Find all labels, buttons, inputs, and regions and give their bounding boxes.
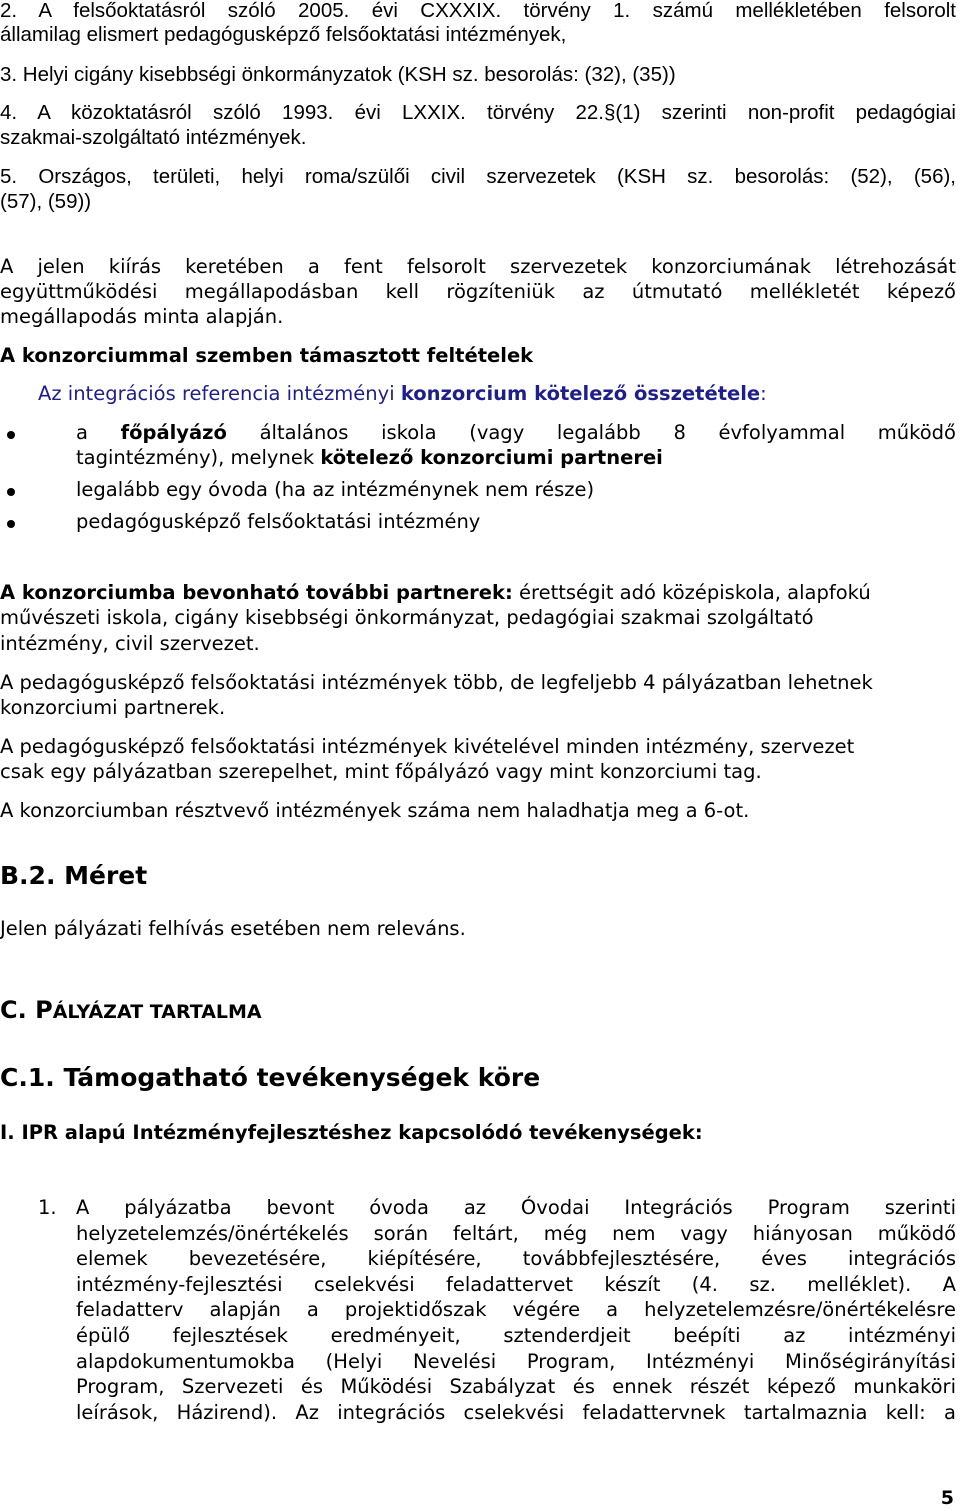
section-b2-heading: B.2. Méret — [0, 861, 148, 890]
bullet-1-line1 — [76, 420, 956, 446]
intro-line1: A jelen kiírás keretében a fent felsorolt szervezetek konzorciumának létrehozását — [0, 255, 956, 278]
partners-line1 — [0, 580, 956, 606]
bullet-1-bold: főpályázó — [120, 421, 227, 444]
list-item-2-line1: 2. A felsőoktatásról szóló 2005. évi CXXXIX. törvény 1. számú mellékletében felsorolt — [0, 0, 956, 22]
bullet-dot — [7, 488, 15, 496]
composition-line — [38, 381, 956, 407]
numbered-line-2: helyzetelemzés/önértékelés során feltárt, még nem vagy hiányosan működő — [76, 1221, 956, 1245]
partners-line3: intézmény, civil szervezet. — [0, 632, 260, 655]
numbered-line-5: feladatterv alapján a projektidőszak végére a helyzetelemzésre/önértékelésre — [76, 1298, 956, 1322]
count-line: A konzorciumban résztvevő intézmények száma nem haladhatja meg a 6-ot. — [0, 799, 750, 822]
bullet-item-2 — [0, 477, 956, 503]
page-number: 5 — [940, 1487, 954, 1509]
bullet-1-line2 — [76, 445, 956, 471]
bullet-1-prefix: a — [76, 421, 121, 444]
partners-rest: érettségit adó középiskola, alapfokú — [512, 581, 871, 604]
numbered-marker: 1. — [38, 1196, 57, 1219]
partners-bold: A konzorciumba bevonható további partnerek: — [0, 581, 513, 604]
section-c1-heading: C.1. Támogatható tevékenységek köre — [0, 1063, 541, 1092]
list-item-4-line2: szakmai-szolgáltató intézmények. — [0, 126, 307, 149]
partners-line2: művészeti iskola, cigány kisebbségi önkormányzat, pedagógiai szakmai szolgáltató — [0, 606, 814, 629]
list-item-4-line1 — [0, 100, 956, 126]
section-c-prefix: C. P — [0, 996, 53, 1024]
bullet-dot — [7, 520, 15, 528]
max-line2: konzorciumi partnerek. — [0, 696, 226, 719]
numbered-line-4: intézmény-fejlesztési cselekvési feladattervet készít (4. sz. melléklet). A — [76, 1272, 956, 1296]
bullet-item-1 — [0, 420, 956, 472]
list-item-5-line1: 5. Országos, területi, helyi roma/szülői civil szervezetek (KSH sz. besorolás: (52), (56), — [0, 165, 956, 188]
numbered-line-3: elemek bevezetésére, kiépítésére, továbbfejlesztésére, éves integrációs — [76, 1247, 956, 1271]
section-i-heading: I. IPR alapú Intézményfejlesztéshez kapcsolódó tevékenységek: — [0, 1121, 703, 1144]
max-line1: A pedagógusképző felsőoktatási intézmények több, de legfeljebb 4 pályázatban lehetnek — [0, 671, 873, 694]
list-item-4-text: 4. A közoktatásról szóló 1993. évi LXXIX. törvény 22. — [0, 101, 604, 124]
bullet-3-text: pedagógusképző felsőoktatási intézmény — [76, 510, 481, 533]
list-item-2-line2: államilag elismert pedagógusképző felsőoktatási intézmények, — [0, 23, 567, 46]
except-line1: A pedagógusképző felsőoktatási intézmények kivételével minden intézmény, szervezet — [0, 735, 855, 758]
except-line2: csak egy pályázatban szerepelhet, mint főpályázó vagy mint konzorciumi tag. — [0, 760, 762, 783]
list-item-4-paragraph: §(1) szerinti non-profit pedagógiai — [604, 101, 956, 124]
konzorcium-heading: A konzorciummal szemben támasztott feltételek — [0, 344, 534, 367]
composition-bold: konzorcium kötelező összetétele — [400, 382, 761, 405]
bullet-1-l2-bold: kötelező konzorciumi partnerei — [320, 446, 663, 469]
bullet-dot — [7, 431, 15, 439]
bullet-item-3 — [0, 509, 956, 535]
list-item-3: 3. Helyi cigány kisebbségi önkormányzatok (KSH sz. besorolás: (32), (35)) — [0, 63, 676, 86]
composition-colon: : — [760, 382, 767, 405]
bullet-1-l2-prefix: tagintézmény), melynek — [76, 446, 321, 469]
section-c-heading — [0, 995, 262, 1028]
composition-lead: Az integrációs referencia intézményi — [38, 382, 401, 405]
numbered-line-6: épülő fejlesztések eredményeit, sztenderdjeit beépíti az intézményi — [76, 1324, 956, 1347]
numbered-line-1: A pályázatba bevont óvoda az Óvodai Integrációs Program szerinti — [76, 1196, 956, 1219]
numbered-line-9: leírások, Házirend). Az integrációs cselekvési feladattervnek tartalmaznia kell: a — [76, 1400, 956, 1424]
bullet-2-text: legalább egy óvoda (ha az intézménynek nem része) — [76, 478, 595, 501]
section-c-rest: ÁLYÁZAT TARTALMA — [52, 1001, 262, 1023]
intro-line3: megállapodás minta alapján. — [0, 305, 284, 328]
numbered-line-7: alapdokumentumokba (Helyi Nevelési Program, Intézményi Minőségirányítási — [76, 1349, 956, 1373]
numbered-line-8: Program, Szervezeti és Működési Szabályzat és ennek részét képező munkaköri — [76, 1375, 956, 1399]
bullet-1-rest: általános iskola (vagy legalább 8 évfolyammal működő — [226, 421, 956, 444]
intro-line2: együttműködési megállapodásban kell rögzíteniük az útmutató mellékletét képező — [0, 280, 956, 303]
section-b2-text: Jelen pályázati felhívás esetében nem releváns. — [0, 917, 466, 940]
list-item-5-line2: (57), (59)) — [0, 190, 92, 213]
